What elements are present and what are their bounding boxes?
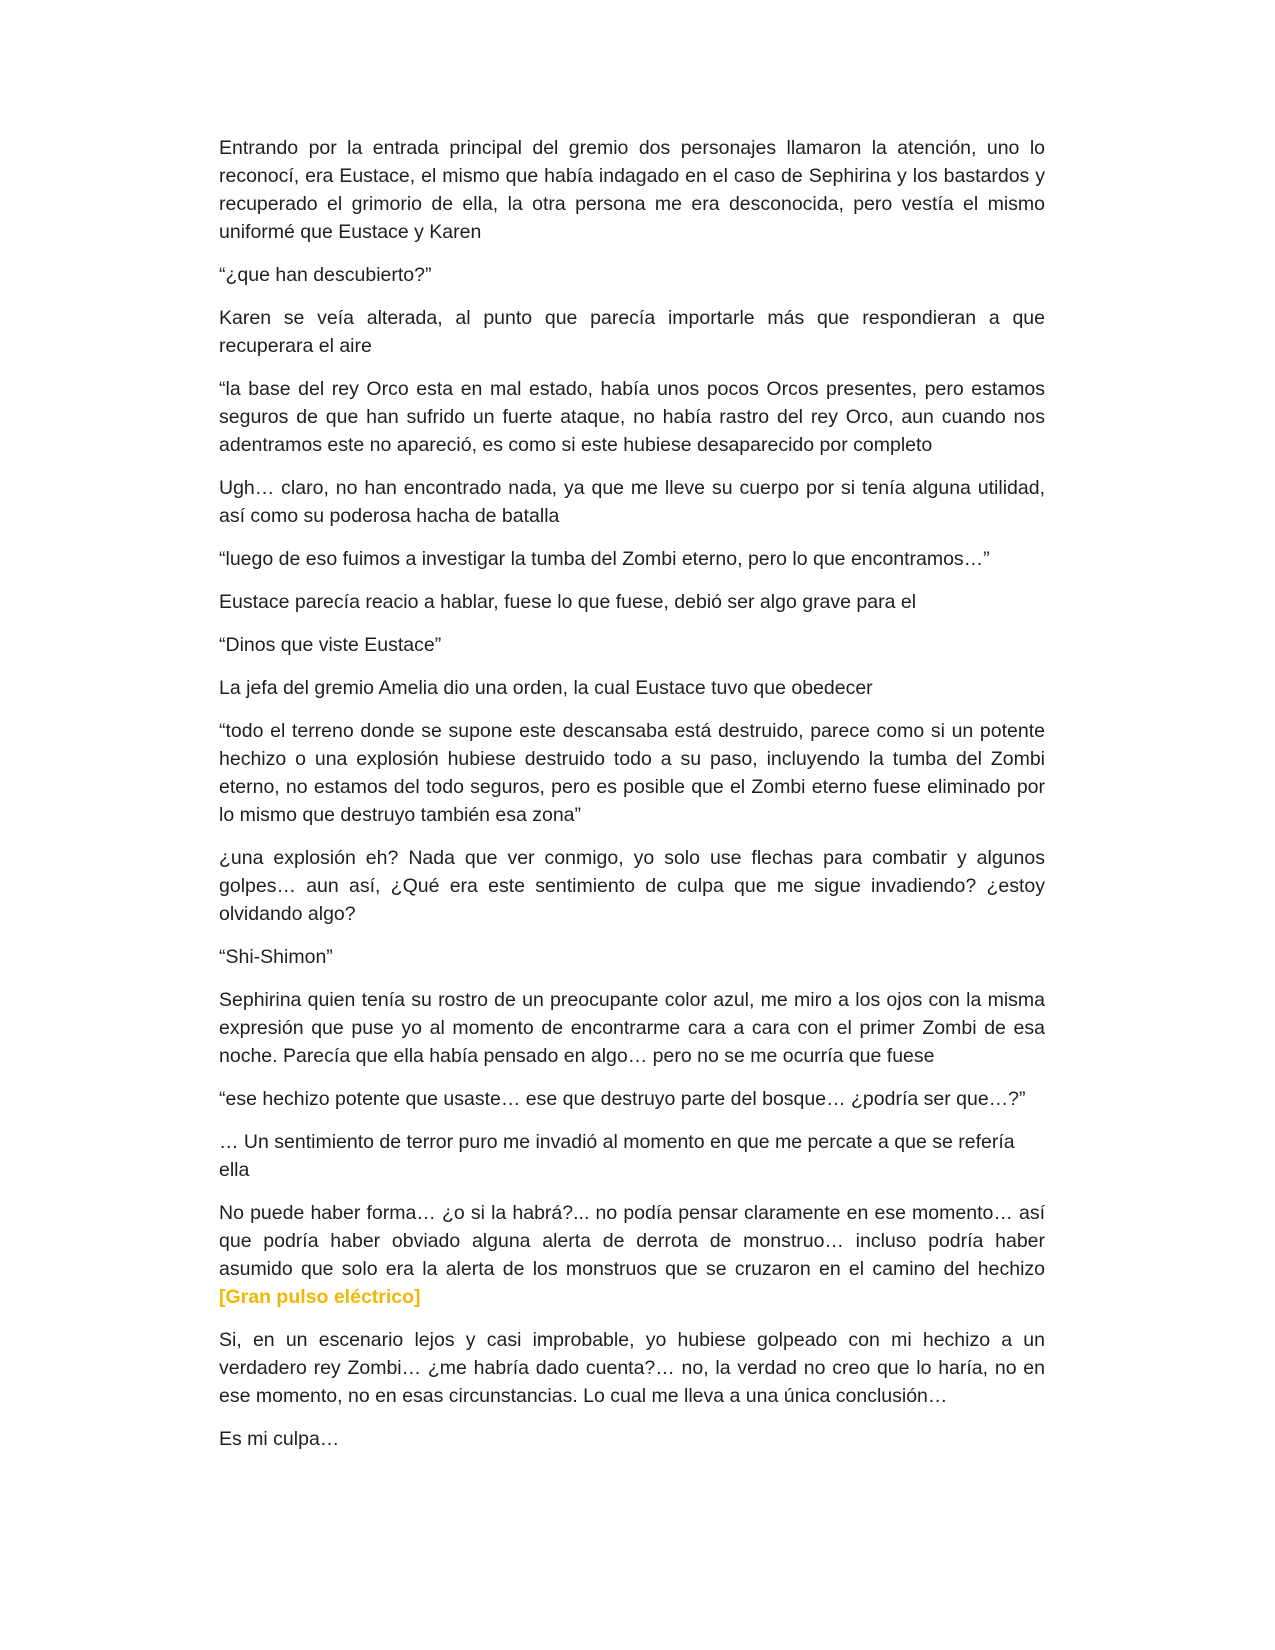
- paragraph-4: “la base del rey Orco esta en mal estado, había unos pocos Orcos presentes, pero estamos seguros de que han sufrido un fuerte ataque, no había rastro del rey Orco, aun cuando nos adentramos este no apareció, es como si este hubiese desaparecido por completo: [219, 378, 1045, 456]
- paragraph-11: ¿una explosión eh? Nada que ver conmigo, yo solo use flechas para combatir y algunos golpes… aun así, ¿Qué era este sentimiento de culpa que me sigue invadiendo? ¿estoy olvidando algo?: [219, 847, 1045, 925]
- paragraph-15: … Un sentimiento de terror puro me invadió al momento en que me percate a que se refería ella: [219, 1131, 1015, 1181]
- paragraph-6: “luego de eso fuimos a investigar la tumba del Zombi eterno, pero lo que encontramos…”: [219, 548, 990, 570]
- paragraph-3: Karen se veía alterada, al punto que parecía importarle más que respondieran a que recuperara el aire: [219, 307, 1045, 357]
- paragraph-12: “Shi-Shimon”: [219, 946, 333, 968]
- paragraph-7: Eustace parecía reacio a hablar, fuese lo que fuese, debió ser algo grave para el: [219, 591, 917, 613]
- paragraph-1: Entrando por la entrada principal del gremio dos personajes llamaron la atención, uno lo reconocí, era Eustace, el mismo que había indagado en el caso de Sephirina y los bastardos y recuperado el grimorio de ella, la otra persona me era desconocida, pero vestía el mismo uniformé que Eustace y Karen: [219, 137, 1045, 243]
- paragraph-17: Si, en un escenario lejos y casi improbable, yo hubiese golpeado con mi hechizo a un verdadero rey Zombi… ¿me habría dado cuenta?… no, la verdad no creo que lo haría, no en ese momento, no en esas circunstancias. Lo cual me lleva a una única conclusión…: [219, 1329, 1045, 1407]
- paragraph-16-text: No puede haber forma… ¿o si la habrá?... no podía pensar claramente en ese momento… así que podría haber obviado alguna alerta de derrota de monstruo… incluso podría haber asumido que solo era la alerta de los monstruos que se cruzaron en el camino del hechizo: [219, 1202, 1045, 1280]
- paragraph-18: Es mi culpa…: [219, 1428, 340, 1450]
- document-page: [219, 134, 1045, 1468]
- paragraph-5: Ugh… claro, no han encontrado nada, ya que me lleve su cuerpo por si tenía alguna utilidad, así como su poderosa hacha de batalla: [219, 477, 1045, 527]
- paragraph-8: “Dinos que viste Eustace”: [219, 634, 442, 656]
- spell-name-highlight: [Gran pulso eléctrico]: [219, 1286, 421, 1308]
- paragraph-14: “ese hechizo potente que usaste… ese que destruyo parte del bosque… ¿podría ser que…?”: [219, 1088, 1026, 1110]
- paragraph-10: “todo el terreno donde se supone este descansaba está destruido, parece como si un potente hechizo o una explosión hubiese destruido todo a su paso, incluyendo la tumba del Zombi eterno, no estamos del todo seguros, pero es posible que el Zombi eterno fuese eliminado por lo mismo que destruyo también esa zona”: [219, 720, 1045, 826]
- paragraph-9: La jefa del gremio Amelia dio una orden, la cual Eustace tuvo que obedecer: [219, 677, 873, 699]
- paragraph-2: “¿que han descubierto?”: [219, 264, 432, 286]
- paragraph-13: Sephirina quien tenía su rostro de un preocupante color azul, me miro a los ojos con la misma expresión que puse yo al momento de encontrarme cara a cara con el primer Zombi de esa noche. Parecía que ella había pensado en algo… pero no se me ocurría que fuese: [219, 989, 1045, 1067]
- paragraph-16: [219, 1199, 1045, 1311]
